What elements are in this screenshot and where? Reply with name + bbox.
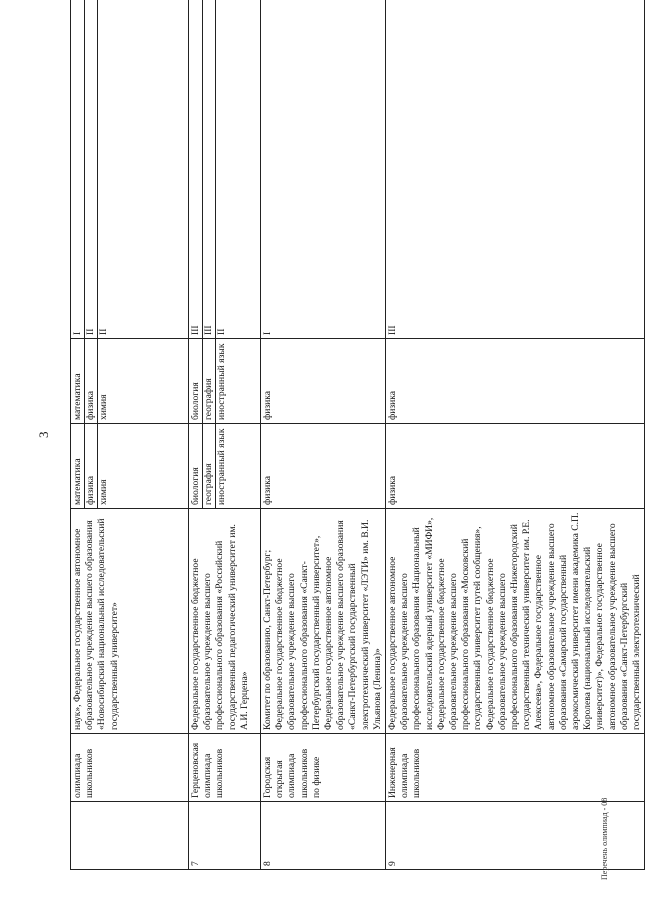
- level-item: II: [98, 328, 110, 335]
- level-list: [261, 0, 386, 339]
- profile-item: физика: [262, 475, 273, 505]
- table-row: [189, 0, 261, 870]
- level-item: II: [216, 328, 228, 335]
- row-number: 9: [386, 802, 645, 870]
- table-row: [261, 0, 386, 870]
- profile-item: физика: [85, 424, 98, 508]
- footer-note: Перечень олимпиад - 08: [600, 797, 609, 880]
- level-item: I: [72, 0, 85, 338]
- olympiad-name: олимпиада школьников: [71, 734, 189, 802]
- olympiad-name: Инженерная олимпиада школьников: [386, 734, 645, 802]
- level-item: II: [85, 0, 98, 338]
- profile-list: [386, 424, 645, 509]
- level-item: III: [203, 0, 216, 338]
- table-row: [386, 0, 645, 870]
- subject-item: физика: [85, 339, 98, 423]
- olympiad-name: Городская открытая олимпиада школьников по физике: [261, 734, 386, 802]
- level-item: III: [190, 0, 203, 338]
- profile-list: [189, 424, 261, 509]
- profile-item: география: [203, 424, 216, 508]
- organizers: Федеральное государственное бюджетное образовательное учреждение высшего профессионального образования «Российский государственный педагогический университет им. А.И. Герцена»: [189, 509, 261, 734]
- olympiad-list-table: [70, 0, 645, 870]
- subject-item: физика: [262, 390, 273, 420]
- level-item: I: [262, 331, 273, 335]
- organizers: Комитет по образованию, Санкт-Петербург; Федеральное государственное бюджетное образовательное учреждение высшего профессионального образования «Санкт-Петербургский государственный университет», Федеральное государственное автономное образовательное учреждение высшего образования «Санкт-Петербургский государственный электротехнический университет «ЛЭТИ» им. В.И. Ульянова (Ленина)»: [261, 509, 386, 734]
- profile-list: [261, 424, 386, 509]
- profile-item: биология: [190, 424, 203, 508]
- subject-item: математика: [72, 339, 85, 423]
- level-list: [189, 0, 261, 339]
- subject-item: биология: [190, 339, 203, 423]
- page-number: 3: [36, 431, 51, 438]
- subject-list: [386, 339, 645, 424]
- row-number: 7: [189, 802, 261, 870]
- row-number: [71, 802, 189, 870]
- subject-list: [71, 339, 189, 424]
- profile-item: иностранный язык: [216, 428, 228, 505]
- subject-list: [189, 339, 261, 424]
- level-list: [386, 0, 645, 339]
- subject-list: [261, 339, 386, 424]
- row-number: 8: [261, 802, 386, 870]
- profile-item: химия: [98, 479, 110, 505]
- profile-item: физика: [387, 475, 399, 505]
- organizers: наук», Федеральное государственное автономное образовательное учреждение высшего образования «Новосибирский национальный исследовательский государственный университет»: [71, 509, 189, 734]
- level-item: III: [387, 325, 399, 335]
- organizers: Федеральное государственное автономное образовательное учреждение высшего профессионального образования «Национальный исследовательский ядерный университет «МИФИ», Федеральное государственное бюджетное образовательное учреждение высшего профессионального образования «Московский государственный университет путей сообщения», Федеральное государственное бюджетное образовательное учреждение высшего профессионального образования «Нижегородский государственный технический университет им. Р.Е. Алексеева», Федеральное государственное автономное образовательное учреждение высшего образования «Самарский государственный аэрокосмический университет имени академика С.П. Королева (национальный исследовательский университет)», Федеральное государственное автономное образовательное учреждение высшего образования «Санкт-Петербургский государственный электротехнический: [386, 509, 645, 734]
- profile-item: математика: [72, 424, 85, 508]
- subject-item: география: [203, 339, 216, 423]
- profile-list: [71, 424, 189, 509]
- olympiad-name: Герценовская олимпиада школьников: [189, 734, 261, 802]
- level-list: [71, 0, 189, 339]
- subject-item: физика: [387, 390, 399, 420]
- table-row: [71, 0, 189, 870]
- subject-item: химия: [98, 394, 110, 420]
- subject-item: иностранный язык: [216, 343, 228, 420]
